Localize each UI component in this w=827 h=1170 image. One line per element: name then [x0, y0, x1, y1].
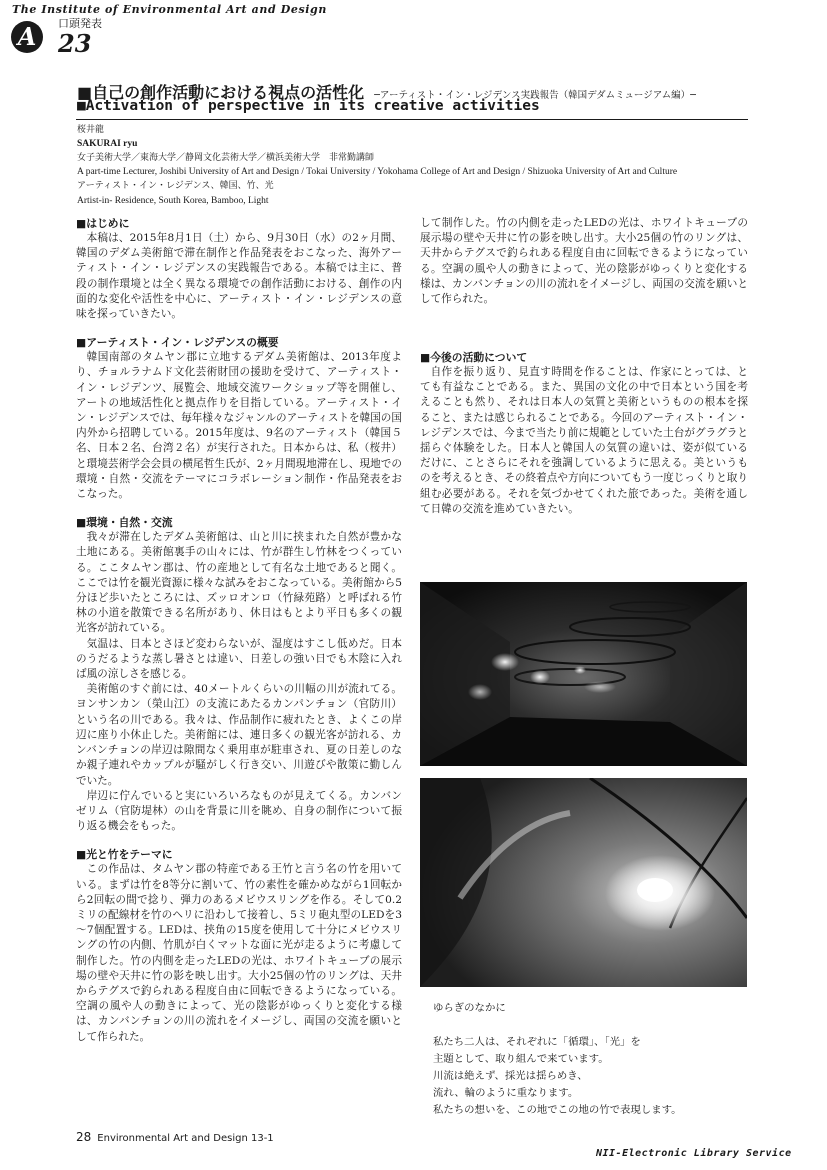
title-english: ■Activation of perspective in its creative activities	[77, 98, 540, 114]
left-column	[76, 216, 402, 1090]
session-type: 口頭発表	[58, 17, 102, 30]
paragraph-continued	[420, 216, 748, 338]
affiliation-en: A part-time Lecturer, Joshibi University of Art and Design / Tokai University / Yokohama College of Art and Design / Shizuoka University of Art and Culture	[77, 167, 678, 177]
title-rule	[76, 119, 748, 120]
section-badge: A	[11, 21, 43, 53]
statement-line: 主題として、取り組んで来ています。	[433, 1053, 609, 1065]
statement-line: 流れ、輪のように重なります。	[433, 1087, 579, 1099]
continued-text: して制作した。竹の内側を走ったLEDの光は、ホワイトキューブの展示場の壁や天井に竹の影を映し出す。大小25個の竹のリングは、天井からテグスで釣られある程度自由に回転できるようになっている。空調の風や人の動きによって、光の陰影がゆっくりと変化する様は、カンバンチョンの川の流れをイメージし、両国の交流を願いとして作られた。	[420, 217, 748, 306]
paragraph: 本稿は、2015年8月1日（土）から、9月30日（水）の2ヶ月間、韓国のデダム美術館で滞在制作と作品発表をおこなった、海外アーティスト・イン・レジデンスの実践報告である。本稿では主に、普段の制作環境とは全く異なる環境での創作活動における、創作の内面的な変化や活性を中心に、アーティスト・イン・レジデンスの意味を探っていきたい。	[76, 232, 402, 321]
photo-caption: ゆらぎのなかに	[433, 1002, 506, 1014]
journal-name: Environmental Art and Design 13-1	[97, 1133, 274, 1144]
heading-environment: ■環境・自然・交流	[76, 516, 173, 530]
society-name: The Institute of Environmental Art and Design	[12, 3, 327, 16]
right-column	[420, 216, 748, 517]
title-main: ■自己の創作活動における視点の活性化	[77, 83, 365, 102]
artist-statement	[433, 1034, 682, 1119]
statement-line: 私たちの想いを、この地でこの地の竹で表現します。	[433, 1104, 682, 1116]
heading-light-bamboo: ■光と竹をテーマに	[76, 848, 173, 862]
paragraph: 美術館のすぐ前には、40メートルくらいの川幅の川が流れてる。ヨンサンカン（榮山江）の支流にあたるカンパンチョン（官防川）という名の川である。我々は、作品制作に疲れたとき、よくこの岸辺に座り小休止した。美術館には、連日多くの観光客が訪れる、カンバンチョンの岸辺は隙間なく乗用車が駐車され、夏の日差しのなか親子連れやカップルが騒がしく行き交い、川遊びや散策に勤しんでいた。	[76, 683, 402, 787]
paragraph: 韓国南部のタムヤン郡に立地するデダム美術館は、2013年度より、チョルラナムド文化芸術財団の援助を受けて、アーティスト・イン・レジデンツ、展覧会、地域交流ワークショップ等を開催し、アートの地域活性化と拠点作りを目指している。アーティスト・イン・レジデンスでは、毎年様々なジャンルのアーティストを韓国の国内外から招聘している。2015年度は、9名のアーティスト（韓国５名、日本２名、台湾２名）が実行された。日本からは、私（桜井）と環境芸術学会会員の横尾哲生氏が、2ヶ月間現地滞在し、現地での環境・自然・交流をテーマにコラボレーション制作・作品発表をおこなった。	[76, 351, 402, 501]
source-watermark: NII-Electronic Library Service	[596, 1148, 792, 1159]
author-name-jp: 桜井龍	[77, 125, 105, 135]
heading-overview: ■アーティスト・イン・レジデンスの概要	[76, 336, 279, 350]
paragraph: 我々が滞在したデダム美術館は、山と川に挟まれた自然が豊かな土地にある。美術館裏手の山々には、竹が群生し竹林をつくっている。ここタムヤン郡は、竹の産地として有名な土地であると聞く。ここでは竹を観光資源に様々な試みをおこなっている。美術館から5分ほど歩いたところには、ズッロオンロ（竹緑苑路）と呼ばれる竹林の小道を散策できる名所があり、休日はもとより平日も多くの観光客が訪れている。	[76, 531, 402, 635]
page-number: 28	[76, 1130, 92, 1144]
keywords-en: Artist-in- Residence, South Korea, Bamboo, Light	[77, 196, 269, 206]
paragraph: 自作を振り返り、見直す時間を作ることは、作家にとっては、とても有益なことである。また、異国の文化の中で日本という国を考えることも然り、それは日本人の気質と美術というものの根本を探ること、または感じられることである。今回のアーティスト・イン・レジデンスでは、今まで当たり前に規範としていた土台がグラグラと揺らぐ体験をした。日本人と韓国人の気質の違いは、姿が似ているだけに、ことさらにそれを強調しているように思える。美というものを考えるとき、その終着点や方向についてもう一度じっくりと取り組む必要がある。それを気づかせてくれた旅であった。美術を通して日韓の交流を進めていきたい。	[420, 366, 748, 515]
installation-photo-closeup	[420, 778, 747, 987]
installation-photo-wide	[420, 582, 747, 766]
paragraph: 気温は、日本とさほど変わらないが、湿度はすこし低めだ。日本のうだるような蒸し暑さとは違い、日差しの強い日でも木陰に入れば風の涼しさを感じる。	[76, 637, 402, 681]
page-footer	[76, 1130, 274, 1144]
paragraph: この作品は、タムヤン郡の特産である王竹と言う名の竹を用いている。まずは竹を8等分に割いて、竹の素性を確かめながら1回転から2回転の間で捻り、弾力のあるメビウスリングを作る。そして0.2ミリの配線材を竹のヘリに沿わして接着し、5ミリ砲丸型のLEDを3～7個配置する。LEDは、挟角の15度を使用して十分にメビウスリングの竹の内側、竹肌が白くマットな面に光が走るように考慮して制作した。竹の内側を走ったLEDの光は、ホワイトキューブの展示場の壁や天井に竹の影を映し出す。大小25個の竹のリングは、天井からテグスで釣られある程度自由に回転できるようになっている。空調の風や人の動きによって、光の陰影がゆっくりと変化する様は、カンバンチョンの川の流れをイメージし、両国の交流を願いとして作られた。	[76, 863, 402, 1043]
paragraph: 岸辺に佇んでいると実にいろいろなものが見えてくる。カンバンゼリム（官防堤林）の山を背景に川を眺め、自身の制作について振り返る機会をもった。	[76, 789, 402, 833]
installation-photo-closeup-graphic	[420, 778, 747, 987]
paper-number: 23	[58, 29, 92, 58]
installation-photo-wide-graphic	[420, 582, 747, 766]
statement-line: 川流は絶えず、採光は揺らめき、	[433, 1070, 588, 1082]
author-name-en: SAKURAI ryu	[77, 139, 138, 149]
statement-line: 私たち二人は、それぞれに「循環」、「光」を	[433, 1036, 641, 1048]
affiliation-jp: 女子美術大学／東海大学／静岡文化芸術大学／横浜美術大学 非常勤講師	[77, 153, 375, 163]
heading-future: ■今後の活動について	[420, 351, 528, 364]
title-subtitle: ─アーティスト・イン・レジデンス実践報告（韓国デダムミュージアム編）─	[374, 90, 696, 101]
heading-intro: ■はじめに	[76, 217, 130, 230]
keywords-jp: アーティスト・イン・レジデンス、韓国、竹、光	[77, 181, 274, 191]
